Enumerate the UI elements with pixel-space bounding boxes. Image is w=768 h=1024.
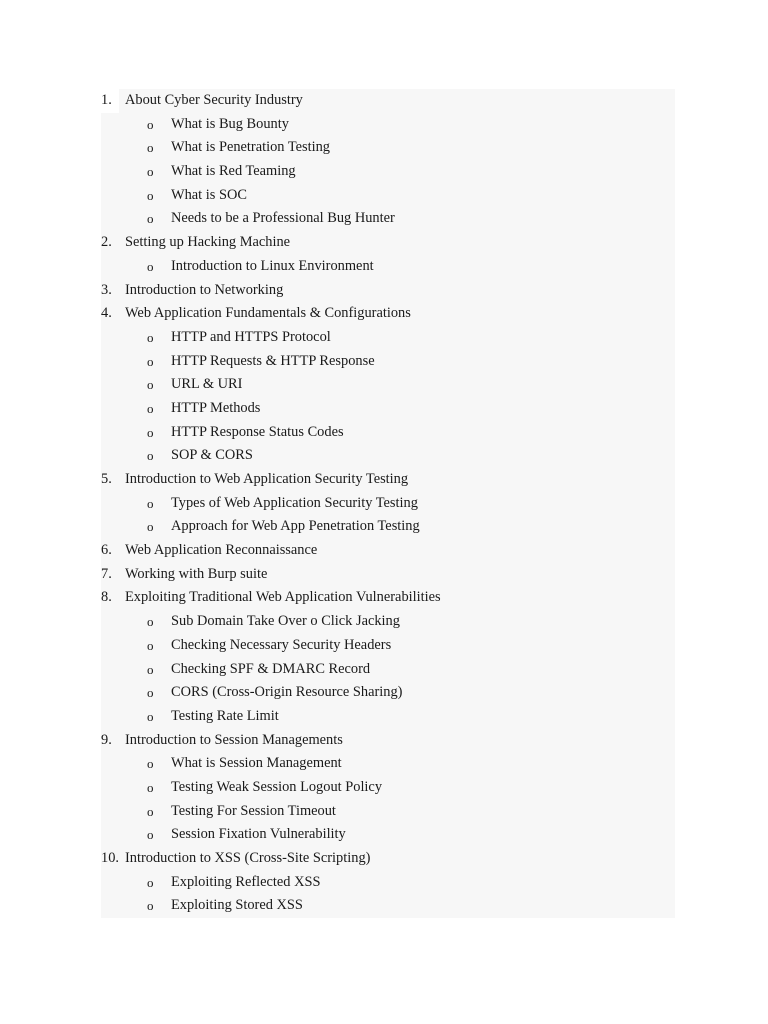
sub-item-label: Checking SPF & DMARC Record (171, 660, 371, 677)
item-number: 7. (101, 565, 112, 582)
sub-item (101, 492, 675, 516)
outline-item-10 (101, 847, 675, 871)
item-number: 5. (101, 471, 112, 487)
sub-item (101, 421, 675, 445)
sub-item-label: Exploiting Stored XSS (171, 897, 303, 914)
sub-item-label: URL & URI (171, 376, 243, 393)
sub-item-label: What is Red Teaming (171, 163, 296, 180)
course-outline-list (101, 89, 675, 918)
item-heading: Introduction to Networking (125, 281, 284, 298)
circle-bullet-icon: o (147, 187, 154, 203)
item-heading: Web Application Reconnaissance (125, 542, 318, 559)
circle-bullet-icon: o (147, 140, 154, 156)
circle-bullet-icon: o (147, 329, 154, 345)
outline-item-9 (101, 729, 675, 753)
outline-item-8 (101, 586, 675, 610)
sub-item (101, 894, 675, 918)
item-heading: Exploiting Traditional Web Application Vulnerabilities (125, 589, 441, 606)
sub-item (101, 681, 675, 705)
item-heading: Web Application Fundamentals & Configurations (125, 305, 411, 322)
sub-item-label: Checking Necessary Security Headers (171, 636, 392, 653)
sub-item (101, 255, 675, 279)
item-heading: Working with Burp suite (125, 565, 268, 582)
item-heading: Introduction to XSS (Cross-Site Scripting) (125, 850, 371, 866)
sub-item-label: Testing For Session Timeout (171, 802, 336, 819)
circle-bullet-icon: o (147, 827, 154, 843)
sub-item-label: Sub Domain Take Over o Click Jacking (171, 613, 400, 630)
circle-bullet-icon: o (147, 756, 154, 772)
sub-item-label: Session Fixation Vulnerability (171, 826, 346, 843)
sub-item-label: What is Penetration Testing (171, 139, 330, 156)
circle-bullet-icon: o (147, 803, 154, 819)
sub-item-label: HTTP Response Status Codes (171, 423, 344, 440)
sub-item-label: Introduction to Linux Environment (171, 257, 374, 274)
sub-item-label: Types of Web Application Security Testing (171, 494, 418, 511)
sub-item-label: Testing Rate Limit (171, 707, 279, 724)
outline-item-6 (101, 539, 675, 563)
circle-bullet-icon: o (147, 779, 154, 795)
sub-item (101, 350, 675, 374)
circle-bullet-icon: o (147, 637, 154, 653)
sub-item-label: HTTP Methods (171, 399, 261, 416)
item-number: 10. (101, 850, 119, 866)
sub-item (101, 800, 675, 824)
outline-item-5 (101, 468, 675, 492)
item-heading: Introduction to Session Managements (125, 731, 343, 748)
sub-item-label: Approach for Web App Penetration Testing (171, 518, 420, 535)
sub-item-label: What is Session Management (171, 755, 342, 772)
outline-item-3 (101, 279, 675, 303)
sub-item (101, 184, 675, 208)
item-heading: Setting up Hacking Machine (125, 234, 291, 251)
item-number: 8. (101, 589, 112, 606)
item-number: 6. (101, 542, 112, 559)
outline-item-1 (101, 89, 675, 113)
sub-item (101, 160, 675, 184)
circle-bullet-icon: o (147, 614, 154, 630)
sub-item (101, 444, 675, 468)
circle-bullet-icon: o (147, 424, 154, 440)
circle-bullet-icon: o (147, 519, 154, 535)
sub-item-label: Needs to be a Professional Bug Hunter (171, 210, 395, 227)
item-number: 9. (101, 731, 112, 748)
circle-bullet-icon: o (147, 448, 154, 464)
sub-item (101, 634, 675, 658)
item-number: 2. (101, 234, 112, 251)
sub-item (101, 705, 675, 729)
circle-bullet-icon: o (147, 211, 154, 227)
circle-bullet-icon: o (147, 353, 154, 369)
sub-item (101, 136, 675, 160)
circle-bullet-icon: o (147, 116, 154, 132)
outline-item-2 (101, 231, 675, 255)
circle-bullet-icon: o (147, 495, 154, 511)
circle-bullet-icon: o (147, 661, 154, 677)
sub-item (101, 752, 675, 776)
circle-bullet-icon: o (147, 400, 154, 416)
outline-item-4 (101, 302, 675, 326)
circle-bullet-icon: o (147, 874, 154, 890)
circle-bullet-icon: o (147, 258, 154, 274)
sub-item-label: HTTP Requests & HTTP Response (171, 352, 375, 369)
sub-item (101, 207, 675, 231)
circle-bullet-icon: o (147, 377, 154, 393)
sub-item (101, 373, 675, 397)
sub-item-label: Testing Weak Session Logout Policy (171, 778, 383, 795)
sub-item (101, 871, 675, 895)
circle-bullet-icon: o (147, 898, 154, 914)
outline-item-7 (101, 563, 675, 587)
sub-item (101, 515, 675, 539)
item-number: 4. (101, 305, 112, 322)
item-heading: Introduction to Web Application Security Testing (125, 471, 409, 487)
sub-item-label: CORS (Cross-Origin Resource Sharing) (171, 684, 403, 701)
circle-bullet-icon: o (147, 685, 154, 701)
sub-item (101, 326, 675, 350)
circle-bullet-icon: o (147, 708, 154, 724)
item-number: 1. (101, 92, 112, 108)
sub-item (101, 610, 675, 634)
item-number: 3. (101, 281, 112, 298)
sub-item-label: HTTP and HTTPS Protocol (171, 328, 331, 345)
sub-item-label: Exploiting Reflected XSS (171, 873, 321, 890)
sub-item (101, 113, 675, 137)
sub-item-label: SOP & CORS (171, 447, 253, 464)
sub-item (101, 823, 675, 847)
sub-item-label: What is SOC (171, 186, 247, 203)
sub-item-label: What is Bug Bounty (171, 115, 289, 132)
item-heading: About Cyber Security Industry (125, 92, 303, 108)
sub-item (101, 658, 675, 682)
sub-item (101, 776, 675, 800)
circle-bullet-icon: o (147, 164, 154, 180)
sub-item (101, 397, 675, 421)
